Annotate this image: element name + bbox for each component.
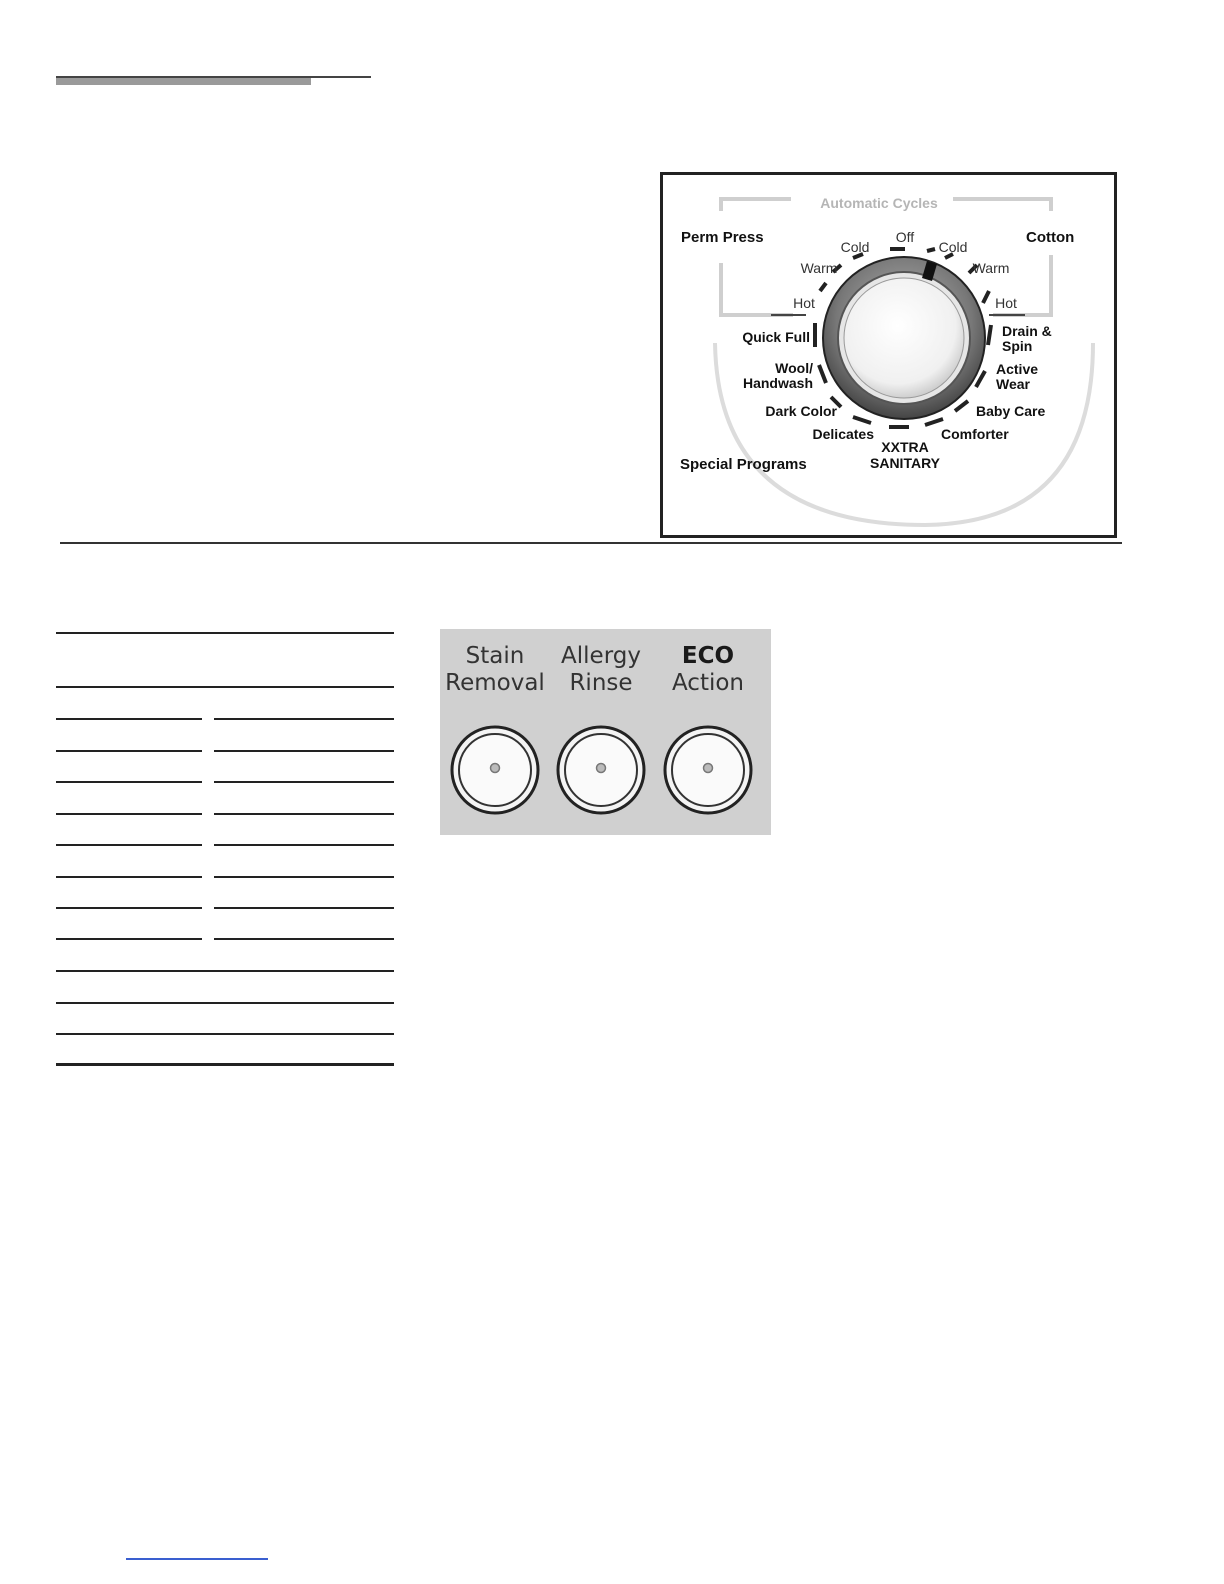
dial-hot-left-label: Hot (793, 295, 815, 311)
stain-removal-label (440, 643, 550, 697)
automatic-cycles-label: Automatic Cycles (820, 195, 938, 211)
dial-xxtra-label-1: XXTRA (881, 439, 929, 455)
table-header-rule (56, 686, 394, 688)
automatic-bracket-left-top (721, 199, 791, 211)
section-divider (60, 542, 1122, 544)
table-row-rule (214, 876, 394, 878)
cotton-label: Cotton (1026, 229, 1075, 246)
table-row-rule (56, 1033, 394, 1035)
dial-warm-right-label: Warm (972, 260, 1010, 276)
option-buttons-panel (440, 629, 771, 835)
allergy-rinse-label-line1: Allergy (561, 643, 641, 669)
dial-dark-color-label: Dark Color (765, 403, 837, 419)
dial-off-label: Off (895, 229, 915, 245)
allergy-rinse-label-line2: Rinse (569, 670, 633, 696)
stain-removal-option (440, 629, 550, 835)
table-bottom-rule (56, 1063, 394, 1066)
automatic-bracket-right-top (953, 199, 1051, 211)
table-row-rule (56, 970, 394, 972)
table-row-rule (214, 813, 394, 815)
allergy-rinse-option (546, 629, 656, 835)
eco-action-option (653, 629, 763, 835)
dial-quick-full-label: Quick Full (742, 329, 810, 345)
eco-action-label (653, 643, 763, 697)
stain-removal-button[interactable] (450, 725, 540, 815)
allergy-rinse-indicator-light (597, 764, 606, 773)
knob-face (844, 278, 964, 398)
eco-action-label-line1: ECO (681, 643, 735, 669)
dial-warm-left-label: Warm (800, 260, 838, 276)
table-row-rule (56, 750, 202, 752)
table-top-rule (56, 632, 394, 634)
table-row-rule (56, 938, 202, 940)
dial-cold-right-label: Cold (938, 239, 968, 255)
table-row-rule (214, 718, 394, 720)
dial-drain-spin-label-2: Spin (1002, 338, 1033, 354)
dial-drain-spin-label-1: Drain & (1002, 323, 1052, 339)
dial-cold-left-label: Cold (840, 239, 870, 255)
stain-removal-indicator-light (491, 764, 500, 773)
table-row-rule (214, 781, 394, 783)
dial-active-wear-label-1: Active (996, 361, 1039, 377)
special-programs-label: Special Programs (680, 456, 807, 473)
table-row-rule (56, 813, 202, 815)
perm-press-label: Perm Press (681, 229, 764, 246)
table-row-rule (56, 1002, 394, 1004)
dial-wool-label-2: Handwash (742, 375, 813, 391)
eco-action-label-line2: Action (671, 670, 745, 696)
footer-link[interactable] (126, 1558, 268, 1560)
dial-comforter-label: Comforter (941, 426, 1009, 442)
dial-active-wear-label-2: Wear (996, 376, 1030, 392)
table-row-rule (56, 907, 202, 909)
dial-xxtra-label-2: SANITARY (870, 455, 940, 471)
dial-baby-care-label: Baby Care (976, 403, 1046, 419)
table-row-rule (214, 750, 394, 752)
table-row-rule (56, 718, 202, 720)
allergy-rinse-button[interactable] (556, 725, 646, 815)
stain-removal-label-line1: Stain (465, 643, 525, 669)
table-row-rule (214, 844, 394, 846)
table-row-rule (56, 876, 202, 878)
header-rule-accent (56, 78, 311, 85)
cycle-selector-illustration (660, 172, 1117, 538)
eco-action-indicator-light (704, 764, 713, 773)
automatic-bracket-left (721, 263, 793, 315)
table-row-rule (56, 844, 202, 846)
eco-action-button[interactable] (663, 725, 753, 815)
table-row-rule (56, 781, 202, 783)
dial-hot-right-label: Hot (995, 295, 1017, 311)
allergy-rinse-label (546, 643, 656, 697)
table-row-rule (214, 938, 394, 940)
stain-removal-label-line2: Removal (445, 670, 545, 696)
table-row-rule (214, 907, 394, 909)
dial-delicates-label: Delicates (812, 426, 874, 442)
dial-wool-label-1: Wool/ (775, 360, 813, 376)
